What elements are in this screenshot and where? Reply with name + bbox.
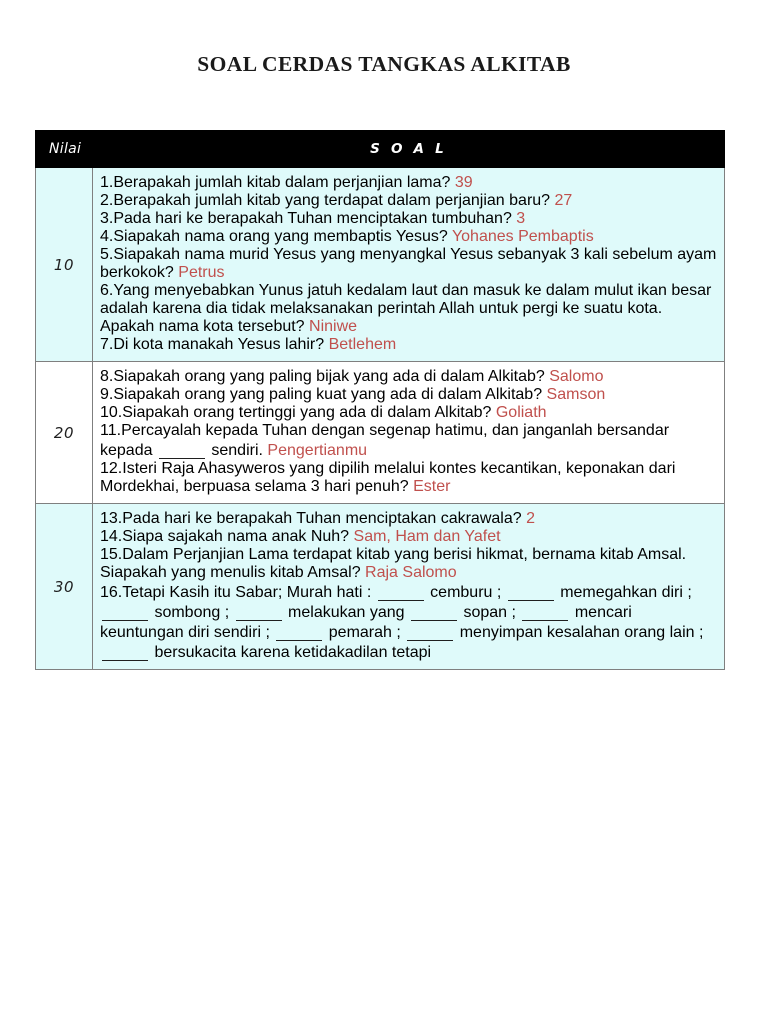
answer-text: 2 xyxy=(526,510,535,527)
answer-text: Yohanes Pembaptis xyxy=(451,228,594,245)
question-item xyxy=(100,460,717,496)
question-list xyxy=(100,368,717,496)
question-item xyxy=(100,282,717,336)
question-text: Siapakah nama orang yang membaptis Yesus? xyxy=(113,228,448,245)
quiz-table xyxy=(35,130,725,670)
answer-text: Salomo xyxy=(549,368,604,385)
question-text: Berapakah jumlah kitab dalam perjanjian lama? xyxy=(113,174,451,191)
question-item xyxy=(100,228,717,246)
soal-cell xyxy=(93,168,725,362)
question-list xyxy=(100,174,717,354)
answer-text: 3 xyxy=(516,210,526,227)
question-text: Yang menyebabkan Yunus jatuh kedalam laut dan masuk ke dalam mulut ikan besar adalah karena dia tidak melaksanakan perintah Allah untuk pergi ke suatu kota. Apakah nama kota tersebut? xyxy=(100,282,712,335)
question-text: Pada hari ke berapakah Tuhan menciptakan tumbuhan? xyxy=(113,210,512,227)
question-text: Percayalah kepada Tuhan dengan segenap hatimu, dan janganlah bersandar kepada sendiri. xyxy=(100,422,670,459)
question-number: 7. xyxy=(100,336,114,353)
answer-text: Raja Salomo xyxy=(365,564,457,581)
answer-text: Sam, Ham dan Yafet xyxy=(353,528,501,545)
fill-in-blank xyxy=(276,622,322,641)
answer-text: Petrus xyxy=(178,264,225,281)
question-number: 10. xyxy=(100,404,123,421)
page-title: SOAL CERDAS TANGKAS ALKITAB xyxy=(197,52,571,76)
question-item xyxy=(100,546,717,582)
question-text: Dalam Perjanjian Lama terdapat kitab yang berisi hikmat, bernama kitab Amsal. Siapakah yang menulis kitab Amsal? xyxy=(100,546,687,581)
question-number: 6. xyxy=(100,282,114,299)
question-number: 8. xyxy=(100,368,114,385)
question-item xyxy=(100,192,717,210)
fill-in-blank xyxy=(102,602,148,621)
fill-in-blank xyxy=(407,622,453,641)
answer-text: Goliath xyxy=(495,404,547,421)
fill-in-blank xyxy=(236,602,282,621)
question-text: Berapakah jumlah kitab yang terdapat dalam perjanjian baru? xyxy=(113,192,551,209)
question-text: Tetapi Kasih itu Sabar; Murah hati : cemburu ; memegahkan diri ; sombong ; melakukan yang sopan ; mencari keuntungan diri sendiri ; pemarah ; menyimpan kesalahan orang lain ; bersukacita karena ketidakadilan tetapi xyxy=(100,584,704,661)
soal-cell xyxy=(93,504,725,670)
question-text: Siapa sajakah nama anak Nuh? xyxy=(122,528,350,545)
question-item xyxy=(100,404,717,422)
question-number: 9. xyxy=(100,386,114,403)
answer-text: Niniwe xyxy=(309,318,358,335)
nilai-value: 20 xyxy=(36,362,93,504)
question-number: 14. xyxy=(100,528,123,545)
question-item xyxy=(100,510,717,528)
fill-in-blank xyxy=(411,602,457,621)
header-row xyxy=(36,131,725,168)
nilai-value: 30 xyxy=(36,504,93,670)
question-text: Siapakah nama murid Yesus yang menyangkal Yesus sebanyak 3 kali sebelum ayam berkokok? xyxy=(100,246,717,281)
question-item xyxy=(100,528,717,546)
nilai-value: 10 xyxy=(36,168,93,362)
question-text: Siapakah orang yang paling kuat yang ada di dalam Alkitab? xyxy=(113,386,543,403)
question-item xyxy=(100,336,717,354)
fill-in-blank xyxy=(508,582,554,601)
table-header xyxy=(36,131,725,168)
question-item xyxy=(100,246,717,282)
answer-text: Betlehem xyxy=(328,336,397,353)
table-row xyxy=(36,504,725,670)
question-item xyxy=(100,582,717,662)
column-header-nilai: Nilai xyxy=(36,131,93,168)
answer-text: Pengertianmu xyxy=(267,442,368,459)
question-number: 4. xyxy=(100,228,114,245)
question-number: 1. xyxy=(100,174,114,191)
question-item xyxy=(100,174,717,192)
column-header-soal: S O A L xyxy=(93,131,725,168)
question-item xyxy=(100,210,717,228)
question-number: 13. xyxy=(100,510,123,527)
question-list xyxy=(100,510,717,662)
answer-text: 27 xyxy=(554,192,573,209)
question-text: Di kota manakah Yesus lahir? xyxy=(113,336,325,353)
question-text: Isteri Raja Ahasyweros yang dipilih melalui kontes kecantikan, keponakan dari Mordekhai, berpuasa selama 3 hari penuh? xyxy=(100,460,676,495)
table-row xyxy=(36,362,725,504)
answer-text: Ester xyxy=(413,478,451,495)
soal-cell xyxy=(93,362,725,504)
question-number: 5. xyxy=(100,246,114,263)
quiz-table-container xyxy=(35,130,724,670)
question-number: 16. xyxy=(100,584,123,601)
question-text: Pada hari ke berapakah Tuhan menciptakan cakrawala? xyxy=(122,510,522,527)
question-item xyxy=(100,368,717,386)
question-number: 11. xyxy=(100,422,122,439)
table-row xyxy=(36,168,725,362)
question-number: 2. xyxy=(100,192,114,209)
table-body xyxy=(36,168,725,670)
fill-in-blank xyxy=(159,440,205,459)
answer-text: Samson xyxy=(546,386,606,403)
fill-in-blank xyxy=(522,602,568,621)
question-number: 15. xyxy=(100,546,123,563)
fill-in-blank xyxy=(102,642,148,661)
question-item xyxy=(100,422,717,460)
question-number: 3. xyxy=(100,210,114,227)
answer-text: 39 xyxy=(454,174,473,191)
question-text: Siapakah orang tertinggi yang ada di dalam Alkitab? xyxy=(122,404,492,421)
question-item xyxy=(100,386,717,404)
question-text: Siapakah orang yang paling bijak yang ada di dalam Alkitab? xyxy=(113,368,545,385)
fill-in-blank xyxy=(378,582,424,601)
question-number: 12. xyxy=(100,460,123,477)
